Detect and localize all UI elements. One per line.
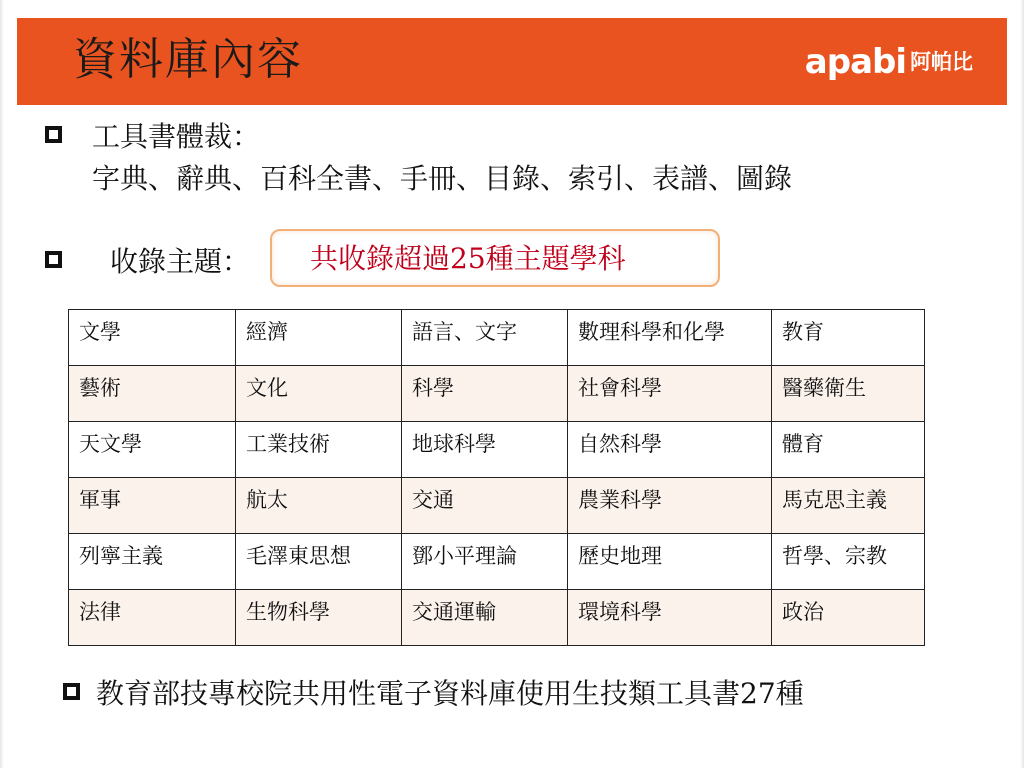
table-cell: 經濟 (236, 310, 402, 366)
table-cell: 體育 (772, 422, 925, 478)
tool-books-heading: 工具書體裁： (92, 120, 261, 153)
bullet-square-icon (45, 126, 62, 143)
subjects-heading: 收錄主題： (110, 245, 251, 278)
table-cell: 地球科學 (402, 422, 568, 478)
table-cell: 交通 (402, 478, 568, 534)
table-cell: 生物科學 (236, 590, 402, 646)
table-cell: 醫藥衛生 (772, 366, 925, 422)
brand-logo-cjk: 阿帕比 (910, 50, 973, 74)
table-cell: 工業技術 (236, 422, 402, 478)
table-row (69, 422, 925, 478)
table-cell: 天文學 (69, 422, 236, 478)
brand-logo-latin: apabi (804, 42, 906, 82)
table-row (69, 310, 925, 366)
slide-edge-right (1020, 0, 1024, 768)
table-cell: 科學 (402, 366, 568, 422)
subjects-callout-text: 共收錄超過25種主題學科 (310, 242, 626, 275)
brand-logo (805, 44, 973, 80)
table-row (69, 478, 925, 534)
bullet-square-icon (45, 251, 62, 268)
table-cell: 藝術 (69, 366, 236, 422)
table-cell: 航太 (236, 478, 402, 534)
table-cell: 農業科學 (568, 478, 772, 534)
subjects-table (68, 309, 925, 646)
table-cell: 文化 (236, 366, 402, 422)
table-cell: 毛澤東思想 (236, 534, 402, 590)
subjects-callout-box (270, 229, 720, 287)
table-row (69, 534, 925, 590)
table-cell: 馬克思主義 (772, 478, 925, 534)
table-cell: 社會科學 (568, 366, 772, 422)
table-cell: 軍事 (69, 478, 236, 534)
table-cell: 政治 (772, 590, 925, 646)
table-cell: 自然科學 (568, 422, 772, 478)
page-title: 資料庫內容 (73, 34, 303, 85)
slide-edge-left (0, 0, 4, 768)
table-row (69, 590, 925, 646)
table-cell: 文學 (69, 310, 236, 366)
footer-note: 教育部技專校院共用性電子資料庫使用生技類工具書27種 (96, 677, 804, 710)
table-cell: 歷史地理 (568, 534, 772, 590)
table-cell: 哲學、宗教 (772, 534, 925, 590)
table-row (69, 366, 925, 422)
table-cell: 鄧小平理論 (402, 534, 568, 590)
tool-books-list: 字典、辭典、百科全書、手冊、目錄、索引、表譜、圖錄 (92, 162, 793, 195)
table-cell: 法律 (69, 590, 236, 646)
table-cell: 數理科學和化學 (568, 310, 772, 366)
table-cell: 教育 (772, 310, 925, 366)
header-band (17, 18, 1007, 105)
table-cell: 語言、文字 (402, 310, 568, 366)
bullet-square-icon (63, 683, 80, 700)
table-cell: 列寧主義 (69, 534, 236, 590)
table-cell: 環境科學 (568, 590, 772, 646)
table-cell: 交通運輸 (402, 590, 568, 646)
